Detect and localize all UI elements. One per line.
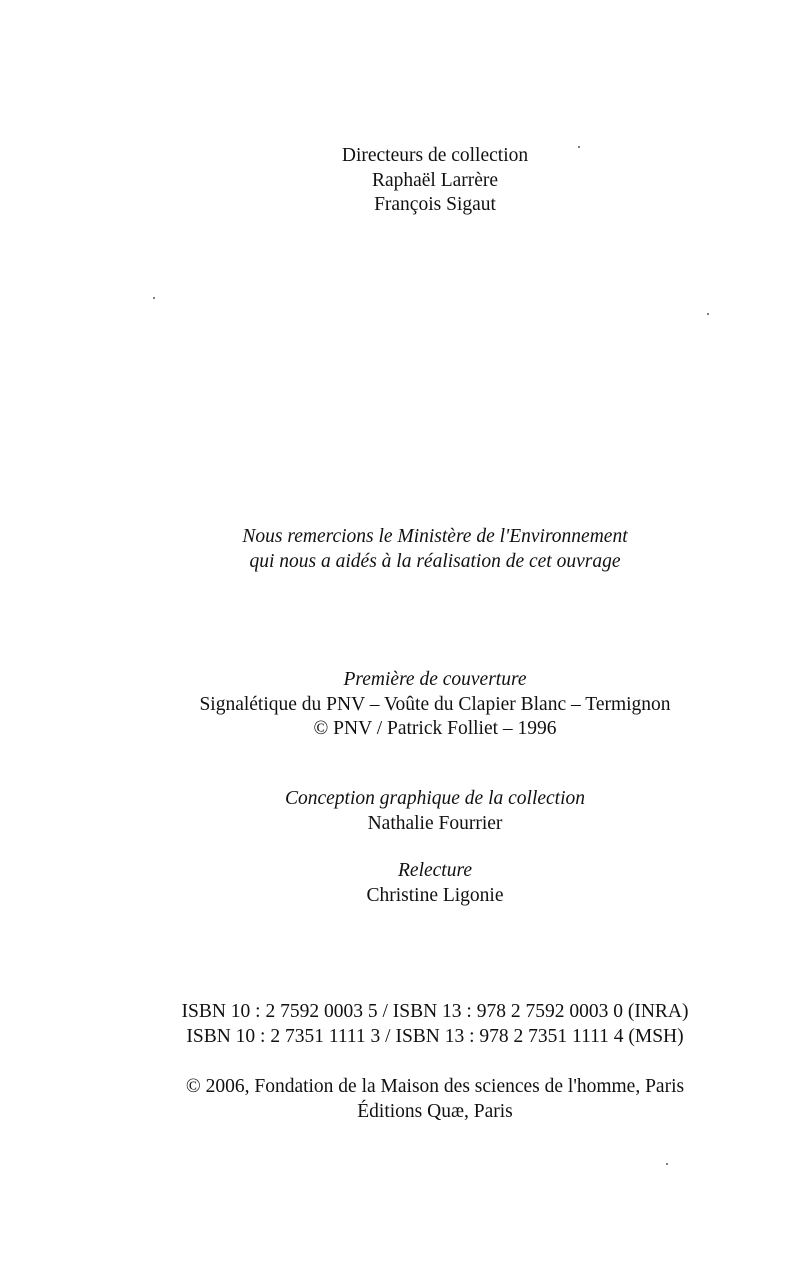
isbn-line-inra: ISBN 10 : 2 7592 0003 5 / ISBN 13 : 978 2 7592 0003 0 (INRA) — [181, 1001, 689, 1022]
isbn-line-msh: ISBN 10 : 2 7351 1111 3 / ISBN 13 : 978 2 7351 1111 4 (MSH) — [186, 1025, 684, 1047]
scan-speck — [707, 313, 709, 315]
acknowledgement-line: Nous remercions le Ministère de l'Environnement — [242, 526, 628, 547]
director-name: François Sigaut — [374, 194, 496, 215]
scan-speck — [578, 146, 580, 148]
proofreading-heading: Relecture — [398, 860, 472, 881]
director-name: Raphaël Larrère — [371, 169, 499, 191]
directors-block — [0, 144, 800, 218]
cover-description: Signalétique du PNV – Voûte du Clapier Blanc – Termignon — [199, 693, 671, 715]
designer-name: Nathalie Fourrier — [367, 812, 503, 834]
scan-speck — [666, 1163, 668, 1165]
cover-credits-block — [0, 668, 800, 742]
design-heading: Conception graphique de la collection — [284, 788, 586, 809]
publisher-line: Éditions Quæ, Paris — [357, 1100, 513, 1122]
acknowledgement-line: qui nous a aidés à la réalisation de cet ouvrage — [249, 550, 621, 572]
copyright-line: © 2006, Fondation de la Maison des sciences de l'homme, Paris — [185, 1076, 685, 1097]
proofreader-name: Christine Ligonie — [366, 884, 504, 906]
copyright-block — [0, 1075, 800, 1124]
isbn-block — [0, 1000, 800, 1049]
scan-speck — [153, 297, 155, 299]
cover-photo-credit: © PNV / Patrick Folliet – 1996 — [313, 718, 557, 739]
acknowledgement-block — [0, 525, 800, 574]
proofreading-block — [0, 859, 800, 908]
design-credits-block — [0, 787, 800, 836]
directors-heading: Directeurs de collection — [341, 145, 529, 166]
cover-heading: Première de couverture — [343, 669, 527, 690]
